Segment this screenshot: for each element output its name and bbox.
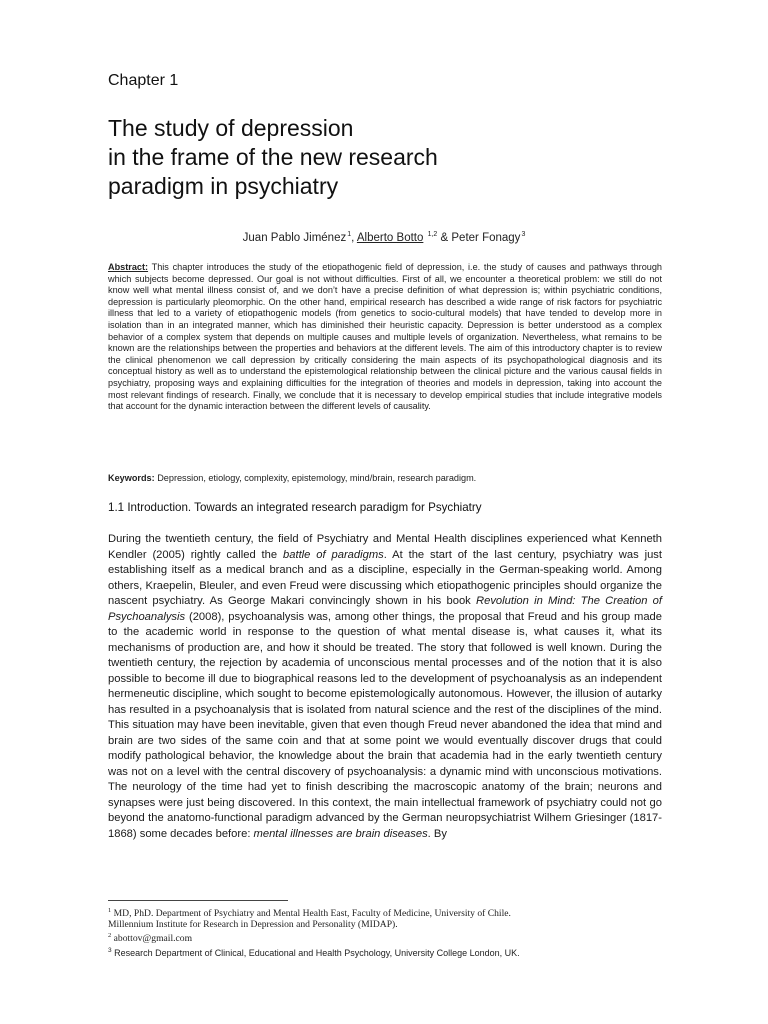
keywords bbox=[108, 473, 662, 485]
affiliation-marker: 3 bbox=[521, 231, 526, 238]
body-emphasis: battle of paradigms bbox=[283, 548, 384, 561]
author-separator: , bbox=[351, 232, 355, 244]
title-line-3: paradigm in psychiatry bbox=[108, 173, 339, 199]
body-emphasis: mental illnesses are brain diseases bbox=[253, 827, 428, 840]
author-separator: & bbox=[440, 232, 449, 244]
affiliation-marker: 1 bbox=[347, 231, 352, 238]
title-line-1: The study of depression bbox=[108, 115, 354, 141]
abstract bbox=[108, 262, 662, 413]
footnote-3 bbox=[108, 945, 668, 959]
abstract-label: Abstract: bbox=[108, 262, 149, 272]
body-emphasis: Revolution in Mind: The Creation of Psychoanalysis bbox=[108, 595, 662, 623]
affiliation-marker: 1,2 bbox=[427, 231, 438, 238]
footnote-marker: 2 bbox=[108, 932, 112, 940]
footnote-marker: 3 bbox=[108, 946, 112, 954]
footnote-marker: 1 bbox=[108, 907, 112, 914]
body-paragraph bbox=[108, 532, 662, 842]
author-list bbox=[108, 231, 660, 244]
chapter-title bbox=[108, 114, 668, 201]
section-heading: 1.1 Introduction. Towards an integrated research paradigm for Psychiatry bbox=[108, 501, 482, 514]
title-line-2: in the frame of the new research bbox=[108, 144, 438, 170]
chapter-label: Chapter 1 bbox=[108, 72, 179, 89]
body-text-run: (2008), psychoanalysis was, among other things, the proposal that Freud and his group made to the academic world in response to the question of what mental disease is, what causes it, what its mechanisms of production are, and how it should be treated. The story that followed is well known. During the twentieth century, the rejection by academia of unconscious mental processes and of the notion that it is also possible to become ill due to biographical reasons led to the development of psychoanalysis as an independent hermeneutic discipline, which sought to become epistemologically autonomous. However, the illusion of autarky has resulted in a psychoanalysis that is isolated from natural science and the rest of the disciplines of the mind. This situation may have been inevitable, given that even though Freud never abandoned the idea that mind and brain are two sides of the same coin and that at some point we would eventually discover drugs that could modify pathological behavior, the knowledge about the brain that academia had in the early twentieth century was not on a level with the central discovery of psychoanalysis: a dynamic mind with unconscious motivations. The neurology of the time had yet to finish describing the macroscopic anatomy of the brain; neurons and synapses were just being discovered. In this context, the main intellectual framework of psychiatry could not go beyond the anatomo-functional paradigm advanced by the German neuropsychiatrist Wilhem Griesinger (1817-1868) some decades before: bbox=[108, 610, 662, 840]
footnote-2 bbox=[108, 930, 668, 944]
author-name: Juan Pablo Jiménez bbox=[242, 232, 347, 244]
footnote-1-continued: Millennium Institute for Research in Depression and Personality (MIDAP). bbox=[108, 919, 398, 931]
abstract-text: This chapter introduces the study of the etiopathogenic field of depression, i.e. the study of causes and pathways through which subjects become depressed. Our goal is not without difficulties. First of all, we encounter a theoretical problem: we still do not know well what mental illness consist of, and we don’t have a precise definition of what depression is; within psychiatric conditions, depression is particularly pleomorphic. On the other hand, empirical research has described a wide range of risk factors for psychiatric illness that led to a variety of etiopathogenic models (from genetics to socio-cultural models) that have tended to develop more in isolation than in an integrated manner, which has diminished their heuristic capacity. Depression is better understood as a complex behavior of a complex system that depends on multiple causes and multiple levels of organization. Nevertheless, what remains to be known are the relationships between the properties and behaviors at the different levels. The aim of this introductory chapter is to review the clinical phenomenon we call depression by critically considering the main aspects of its psychopathological diagnosis and its conceptual history as well as to understand the epistemological relationship between the clinical picture and the various causal fields in psychiatry, proposing ways and explaining difficulties for the integration of theories and models in depression, taking into account the most relevant findings of research. Finally, we conclude that it is necessary to develop empirical studies that include integrative models that account for the dynamic interaction between the different levels of causality. bbox=[108, 262, 662, 412]
footnote-text: MD, PhD. Department of Psychiatry and Mental Health East, Faculty of Medicine, University of Chile. bbox=[113, 908, 511, 919]
keywords-text: Depression, etiology, complexity, epistemology, mind/brain, research paradigm. bbox=[157, 473, 477, 483]
footnote-text: Research Department of Clinical, Educational and Health Psychology, University College London, UK. bbox=[114, 947, 520, 958]
body-text-run: During the twentieth century, the field of Psychiatry and Mental Health disciplines experienced what Kenneth Kendler (2005) rightly called the bbox=[108, 533, 662, 561]
author-link[interactable]: Alberto Botto bbox=[356, 232, 424, 244]
footnote-1 bbox=[108, 905, 668, 919]
keywords-label: Keywords: bbox=[108, 473, 155, 483]
footnote-email[interactable]: abottov@gmail.com bbox=[113, 933, 193, 945]
body-text-run: . At the start of the last century, psychiatry was just establishing itself as a medical branch and as a discipline, especially in the German-speaking world. Among others, Kraepelin, Bleuler, and even Freud were discussing which etiopathogenic principles should organize the nascent psychiatry. As George Makari convincingly shown in his book bbox=[108, 548, 663, 607]
body-text-run: . By bbox=[427, 827, 447, 840]
footnotes bbox=[108, 905, 668, 959]
author-name: Peter Fonagy bbox=[451, 232, 521, 244]
footnote-divider bbox=[108, 900, 288, 901]
